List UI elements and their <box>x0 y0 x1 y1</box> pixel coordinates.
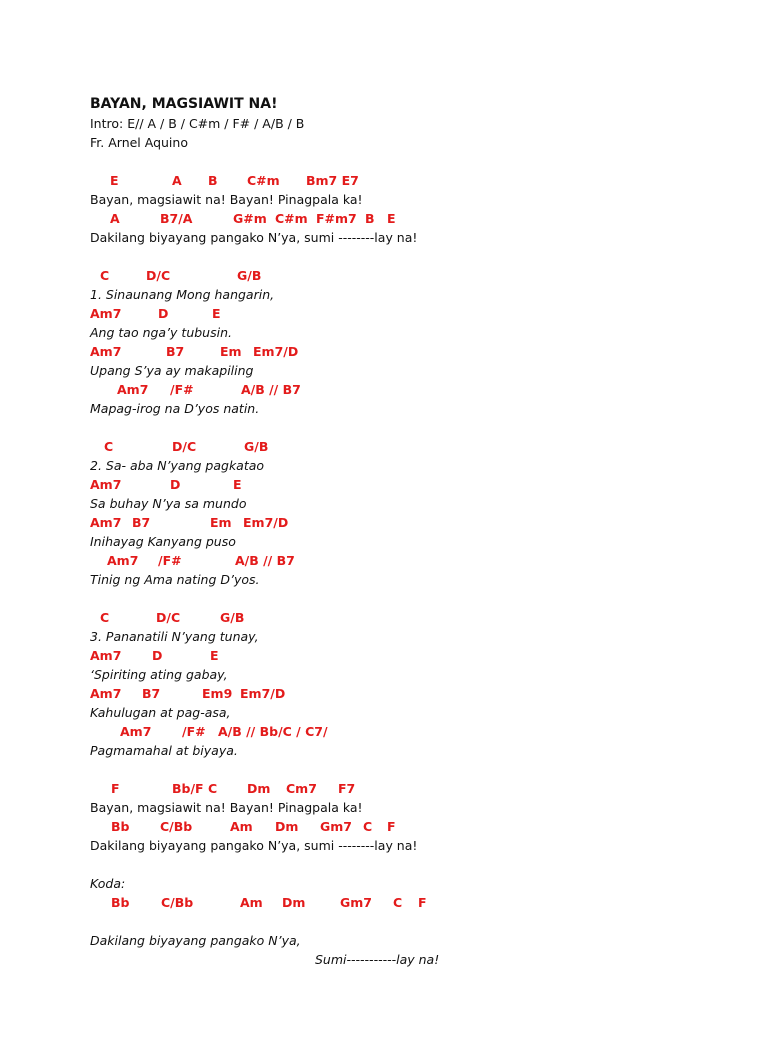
chord: C <box>100 268 110 283</box>
lyric-line: Dakilang biyayang pangako N’ya, sumi --------lay na! <box>90 230 418 245</box>
chord: Am7 <box>90 306 122 321</box>
chord: C/Bb <box>160 819 193 834</box>
chord: Bb <box>111 819 130 834</box>
chord: B <box>208 173 218 188</box>
chord: E <box>212 306 221 321</box>
spacer <box>90 760 730 779</box>
lyric-line: Mapag-irog na D’yos natin. <box>90 401 260 416</box>
chord: Em <box>210 515 232 530</box>
chord: D <box>152 648 163 663</box>
chord: Am7 <box>90 515 122 530</box>
chord: A <box>110 211 120 226</box>
chord: /F# <box>182 724 206 739</box>
chord: C <box>393 895 403 910</box>
chord: Am7 <box>90 477 122 492</box>
intro-line: Intro: E// A / B / C#m / F# / A/B / B <box>90 116 305 131</box>
chord: F <box>387 819 396 834</box>
lyric-line: Upang S’ya ay makapiling <box>90 363 254 378</box>
chord: G/B <box>220 610 245 625</box>
chord: D/C <box>156 610 181 625</box>
lyric-line: 2. Sa- aba N’yang pagkatao <box>90 458 265 473</box>
chord: C#m <box>275 211 308 226</box>
chord: F <box>111 781 120 796</box>
chord: D <box>158 306 169 321</box>
chord-line <box>90 513 730 532</box>
chord: Am7 <box>90 686 122 701</box>
chord: D <box>170 477 181 492</box>
chord: /F# <box>170 382 194 397</box>
song-sheet <box>90 94 730 967</box>
chord: B7 <box>142 686 161 701</box>
chord-line <box>90 684 730 703</box>
lyric-line: Dakilang biyayang pangako N’ya, sumi --------lay na! <box>90 838 418 853</box>
lyric-line <box>90 912 730 967</box>
chord: Em9 <box>202 686 233 701</box>
coda-label: Koda: <box>90 876 126 891</box>
chord: A/B // Bb/C / C7/ <box>218 724 328 739</box>
chord: Em <box>220 344 242 359</box>
chord: /F# <box>158 553 182 568</box>
chord: Gm7 <box>340 895 372 910</box>
chord: B7/A <box>160 211 193 226</box>
chord: D/C <box>172 439 197 454</box>
chord: G/B <box>237 268 262 283</box>
chord: Am <box>240 895 263 910</box>
chord: B <box>365 211 375 226</box>
lyric-line: ‘Spiriting ating gabay, <box>90 667 228 682</box>
spacer <box>90 418 730 437</box>
lyric-line: 1. Sinaunang Mong hangarin, <box>90 287 275 302</box>
lyric-line: Ang tao nga’y tubusin. <box>90 325 232 340</box>
chord: Em7/D <box>253 344 299 359</box>
chord-line <box>90 475 730 494</box>
chord: Am7 <box>90 648 122 663</box>
spacer <box>90 247 730 266</box>
chord: F#m7 <box>316 211 357 226</box>
chord-line <box>90 209 730 228</box>
chord-line <box>90 437 730 456</box>
chord: C <box>363 819 373 834</box>
lyric-line: Tinig ng Ama nating D’yos. <box>90 572 260 587</box>
chord-line <box>90 893 730 912</box>
chord: Am <box>230 819 253 834</box>
chord: E <box>210 648 219 663</box>
chord: G/B <box>244 439 269 454</box>
chord: C/Bb <box>161 895 194 910</box>
chord: A <box>172 173 182 188</box>
chord: C#m <box>247 173 280 188</box>
chord: E <box>387 211 396 226</box>
chord: E <box>233 477 242 492</box>
chord: Am7 <box>120 724 152 739</box>
chord-line <box>90 779 730 798</box>
spacer <box>90 589 730 608</box>
chord: Dm <box>275 819 299 834</box>
chord: Am7 <box>90 344 122 359</box>
chord: Cm7 <box>286 781 317 796</box>
chord: F7 <box>338 781 356 796</box>
song-title: BAYAN, MAGSIAWIT NA! <box>90 96 278 112</box>
chord-line <box>90 380 730 399</box>
chord: Bb <box>111 895 130 910</box>
chord-line <box>90 304 730 323</box>
chord: C <box>208 781 218 796</box>
author-line: Fr. Arnel Aquino <box>90 135 188 150</box>
lyric-line: 3. Pananatili N’yang tunay, <box>90 629 259 644</box>
chord-line <box>90 608 730 627</box>
chord: A/B // B7 <box>241 382 301 397</box>
chord: Em7/D <box>243 515 289 530</box>
chord: A/B // B7 <box>235 553 295 568</box>
chord: Am7 <box>117 382 149 397</box>
chord: Dm <box>282 895 306 910</box>
spacer <box>90 152 730 171</box>
lyric-line: Bayan, magsiawit na! Bayan! Pinagpala ka! <box>90 800 363 815</box>
chord-line <box>90 551 730 570</box>
chord: B7 <box>166 344 185 359</box>
chord: Em7/D <box>240 686 286 701</box>
chord-line <box>90 171 730 190</box>
chord: Bb/F <box>172 781 204 796</box>
lyric-line: Inihayag Kanyang puso <box>90 534 236 549</box>
chord: C <box>104 439 114 454</box>
chord: Bm7 E7 <box>306 173 359 188</box>
chord-line <box>90 646 730 665</box>
lyric-line: Kahulugan at pag-asa, <box>90 705 231 720</box>
chord: B7 <box>132 515 151 530</box>
lyric-line: Bayan, magsiawit na! Bayan! Pinagpala ka! <box>90 192 363 207</box>
chord: C <box>100 610 110 625</box>
chord: E <box>110 173 119 188</box>
chord-line <box>90 342 730 361</box>
chord-line <box>90 722 730 741</box>
spacer <box>90 855 730 874</box>
lyric-line: Pagmamahal at biyaya. <box>90 743 238 758</box>
chord: Gm7 <box>320 819 352 834</box>
chord: G#m <box>233 211 267 226</box>
chord-line <box>90 817 730 836</box>
coda-lyric-part-1: Dakilang biyayang pangako N’ya, <box>90 933 301 948</box>
chord: Am7 <box>107 553 139 568</box>
chord: D/C <box>146 268 171 283</box>
coda-lyric-part-2: Sumi-----------lay na! <box>315 952 440 967</box>
chord: F <box>418 895 427 910</box>
chord: Dm <box>247 781 271 796</box>
chord-line <box>90 266 730 285</box>
lyric-line: Sa buhay N’ya sa mundo <box>90 496 247 511</box>
